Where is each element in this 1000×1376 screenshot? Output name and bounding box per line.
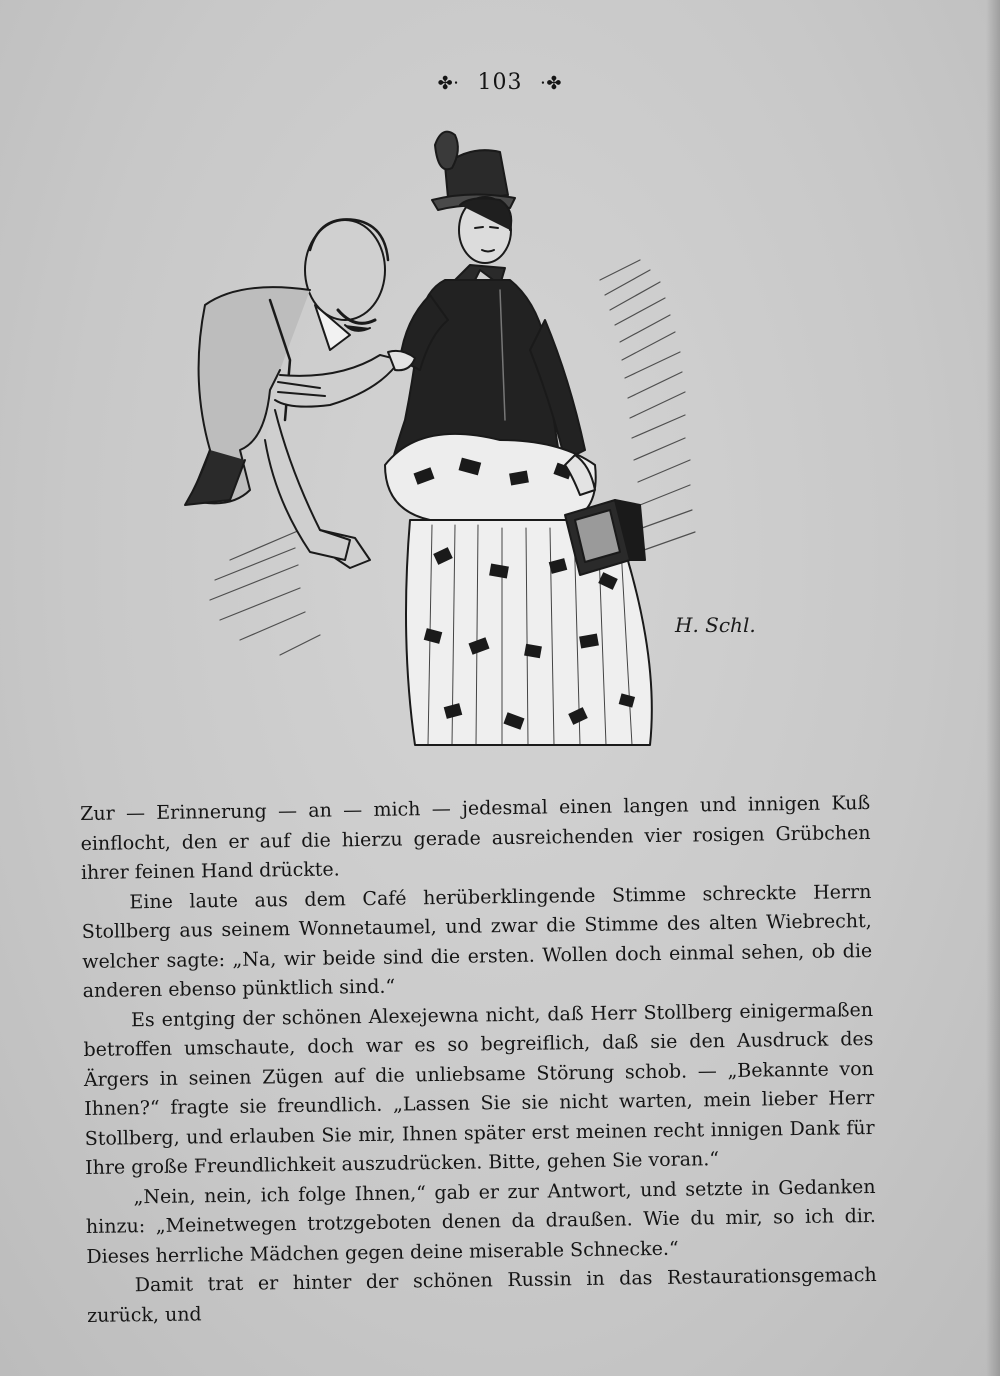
engraving-illustration <box>170 120 770 760</box>
left-ornament-icon: ✤⸱ <box>437 73 460 94</box>
paragraph: „Nein, nein, ich folge Ihnen,“ gab er zur Antwort, und setzte in Gedanken hinzu: „Meinetwegen trotzgeboten denen da draußen. Wie du mir, so ich dir. Dieses herrliche Mädchen gegen deine miserable Schnecke.“ <box>85 1175 877 1268</box>
woman-figure <box>385 132 652 745</box>
paragraph: Eine laute aus dem Café herüberklingende Stimme schreckte Herrn Stollberg aus seinem Wonnetaumel, und zwar die Stimme des alten Wiebrecht, welcher sagte: „Na, wir beide sind die ersten. Wollen doch einmal sehen, ob die anderen ebenso pünktlich sind.“ <box>81 880 873 1002</box>
artist-signature: H. Schl. <box>675 613 756 637</box>
page-header <box>0 70 1000 95</box>
page-number: 103 <box>477 70 523 95</box>
right-ornament-icon: ⸱✤ <box>540 73 563 94</box>
paragraph: Es entging der schönen Alexejewna nicht, daß Herr Stollberg einigermaßen betroffen umschaute, doch war es so begreiflich, daß sie den Ausdruck des Ärgers in seinen Zügen auf die unliebsame Störung schob. — „Bekannte von Ihnen?“ fragte sie freundlich. „Lassen Sie sie nicht warten, mein lieber Herr Stollberg, und erlauben Sie mir, Ihnen später erst meinen recht innigen Dank für Ihre große Freundlichkeit auszudrücken. Bitte, gehen Sie voran.“ <box>83 998 875 1179</box>
paragraph: Damit trat er hinter der schönen Russin in das Restaurationsgemach zurück, und <box>87 1263 877 1327</box>
body-text <box>80 789 877 1331</box>
paragraph: Zur — Erinnerung — an — mich — jedesmal einen langen und innigen Kuß einflocht, den er auf die hierzu gerade ausreichenden vier rosigen Grübchen ihrer feinen Hand drückte. <box>80 791 871 884</box>
man-figure <box>185 219 400 568</box>
